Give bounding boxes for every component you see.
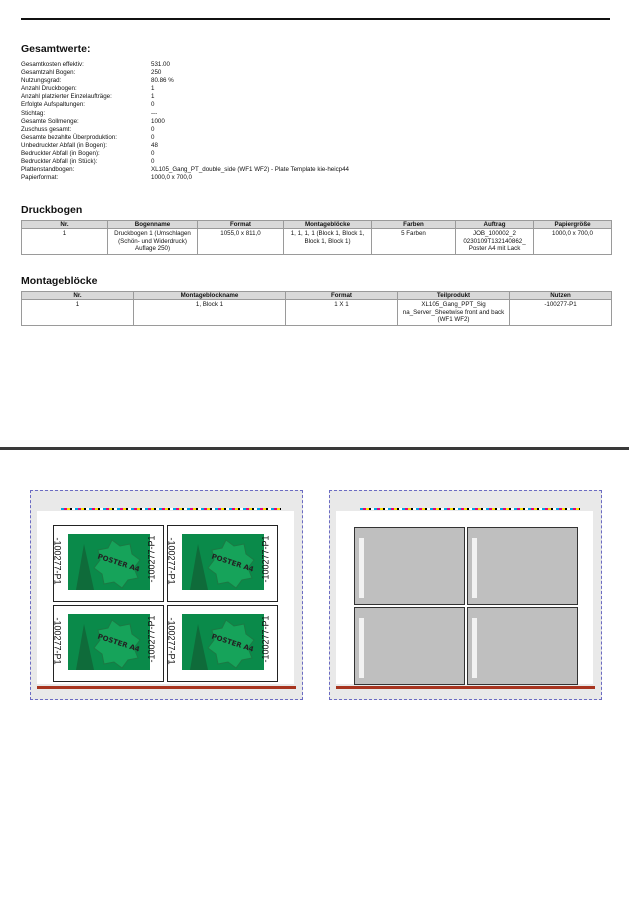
summary-value: XL105_Gang_PT_double_side (WF1 WF2) - Plate Template kie-heicp44	[151, 166, 349, 174]
table-cell: 1000,0 x 700,0	[534, 229, 612, 255]
summary-key: Unbedruckter Abfall (in Bogen):	[21, 141, 107, 149]
table-cell: Druckbogen 1 (Umschlagen (Schön- und Widerdruck) Auflage 250)	[108, 229, 198, 255]
cell-id-label: -100277-P1	[52, 537, 63, 585]
poster-thumbnail	[182, 614, 264, 670]
table-cell: 1 X 1	[286, 300, 398, 326]
summary-key: Bedruckter Abfall (in Bogen):	[21, 150, 100, 158]
cell-id-label: -100277-P1	[166, 617, 177, 665]
summary-key: Gesamte Sollmenge:	[21, 117, 79, 125]
summary-row	[21, 150, 349, 158]
poster-thumbnail	[182, 534, 264, 590]
summary-value: 0	[151, 133, 155, 141]
table-cell: -100277-P1	[510, 300, 612, 326]
table-cell: 1055,0 x 811,0	[198, 229, 284, 255]
table-row	[22, 300, 612, 326]
cell-id-label: -100277-P1	[52, 617, 63, 665]
summary-key: Gesamtzahl Bogen:	[21, 69, 76, 77]
sheet-preview-back	[329, 490, 602, 700]
table-cell: 1	[22, 300, 134, 326]
gripper-bar	[37, 686, 296, 689]
column-header: Format	[198, 221, 284, 229]
summary-row	[21, 118, 349, 126]
montage-header-row	[22, 292, 612, 300]
column-header: Nutzen	[510, 292, 612, 300]
column-header: Nr.	[22, 292, 134, 300]
column-header: Nr.	[22, 221, 108, 229]
summary-row	[21, 174, 349, 182]
summary-row	[21, 101, 349, 109]
summary-row	[21, 77, 349, 85]
druckbogen-title: Druckbogen	[21, 204, 83, 216]
imposition-cell	[167, 605, 278, 682]
summary-row	[21, 158, 349, 166]
summary-row	[21, 69, 349, 77]
summary-row	[21, 93, 349, 101]
page-separator	[0, 447, 629, 450]
cell-id-label: -100277-P1	[166, 537, 177, 585]
svg-text:POSTER A4: POSTER A4	[96, 632, 141, 654]
summary-value: 1000,0 x 700,0	[151, 174, 192, 182]
montage-title: Montageblöcke	[21, 275, 98, 287]
summary-value: 0	[151, 158, 155, 166]
summary-key: Plattenstandbogen:	[21, 166, 75, 174]
summary-key: Zuschuss gesamt:	[21, 125, 72, 133]
table-cell: 1	[22, 229, 108, 255]
imposition-cell	[53, 605, 164, 682]
table-cell: 5 Farben	[372, 229, 456, 255]
column-header: Montageblockname	[134, 292, 286, 300]
summary-value: 0	[151, 101, 155, 109]
summary-value: ---	[151, 109, 158, 117]
summary-key: Gesamte bezahlte Überproduktion:	[21, 133, 117, 141]
back-cell	[467, 527, 578, 605]
summary-title: Gesamtwerte:	[21, 43, 91, 55]
druckbogen-header-row	[22, 221, 612, 229]
summary-list	[21, 61, 349, 182]
imposition-cell	[167, 525, 278, 602]
back-cell	[354, 527, 465, 605]
imposition-cell	[53, 525, 164, 602]
summary-value: 531.00	[151, 61, 170, 68]
header-rule	[21, 18, 610, 20]
summary-key: Papierformat:	[21, 174, 59, 182]
cell-id-label: -100277-P1	[260, 615, 271, 663]
sheet-preview-front	[30, 490, 303, 700]
gripper-bar	[336, 686, 595, 689]
summary-value: 250	[151, 69, 162, 77]
table-cell: XL105_Gang_PPT_Sig na_Server_Sheetwise front and back (WF1 WF2)	[398, 300, 510, 326]
summary-value: 0	[151, 125, 155, 133]
summary-value: 1	[151, 93, 155, 101]
poster-thumbnail	[68, 534, 150, 590]
summary-key: Anzahl platzierter Einzelaufträge:	[21, 93, 112, 101]
summary-row	[21, 61, 349, 69]
back-cell	[354, 607, 465, 685]
cell-id-label: -100277-P1	[146, 615, 157, 663]
summary-row	[21, 142, 349, 150]
summary-value: 1	[151, 85, 155, 93]
summary-row	[21, 166, 349, 174]
table-cell: 1, Block 1	[134, 300, 286, 326]
montage-table	[21, 291, 612, 326]
summary-row	[21, 85, 349, 93]
cell-id-label: -100277-P1	[146, 535, 157, 583]
summary-key: Nutzungsgrad:	[21, 77, 62, 85]
column-header: Farben	[372, 221, 456, 229]
summary-key: Bedruckter Abfall (in Stück):	[21, 158, 98, 166]
back-cell	[467, 607, 578, 685]
summary-key: Erfolgte Aufspaltungen:	[21, 101, 85, 109]
druckbogen-table	[21, 220, 612, 255]
table-row	[22, 229, 612, 255]
summary-row	[21, 134, 349, 142]
table-cell: 1, 1, 1, 1 (Block 1, Block 1, Block 1, Block 1)	[284, 229, 372, 255]
summary-row	[21, 126, 349, 134]
summary-value: 0	[151, 150, 155, 158]
svg-text:POSTER A4: POSTER A4	[210, 632, 255, 654]
table-cell: JOB_100002_2 0230109T132140862_ Poster A4 mit Lack	[456, 229, 534, 255]
summary-value: 80.86 %	[151, 77, 174, 85]
column-header: Format	[286, 292, 398, 300]
summary-row	[21, 110, 349, 118]
svg-text:POSTER A4: POSTER A4	[96, 552, 141, 574]
column-header: Bogenname	[108, 221, 198, 229]
column-header: Montageblöcke	[284, 221, 372, 229]
summary-value: 48	[151, 141, 158, 149]
poster-thumbnail	[68, 614, 150, 670]
column-header: Teilprodukt	[398, 292, 510, 300]
summary-key: Gesamtkosten effektiv:	[21, 61, 84, 68]
summary-key: Stichtag:	[21, 109, 46, 117]
color-control-strip	[360, 508, 580, 510]
summary-key: Anzahl Druckbogen:	[21, 85, 77, 93]
svg-text:POSTER A4: POSTER A4	[210, 552, 255, 574]
color-control-strip	[61, 508, 281, 510]
cell-id-label: -100277-P1	[260, 535, 271, 583]
summary-value: 1000	[151, 117, 165, 125]
column-header: Auftrag	[456, 221, 534, 229]
column-header: Papiergröße	[534, 221, 612, 229]
